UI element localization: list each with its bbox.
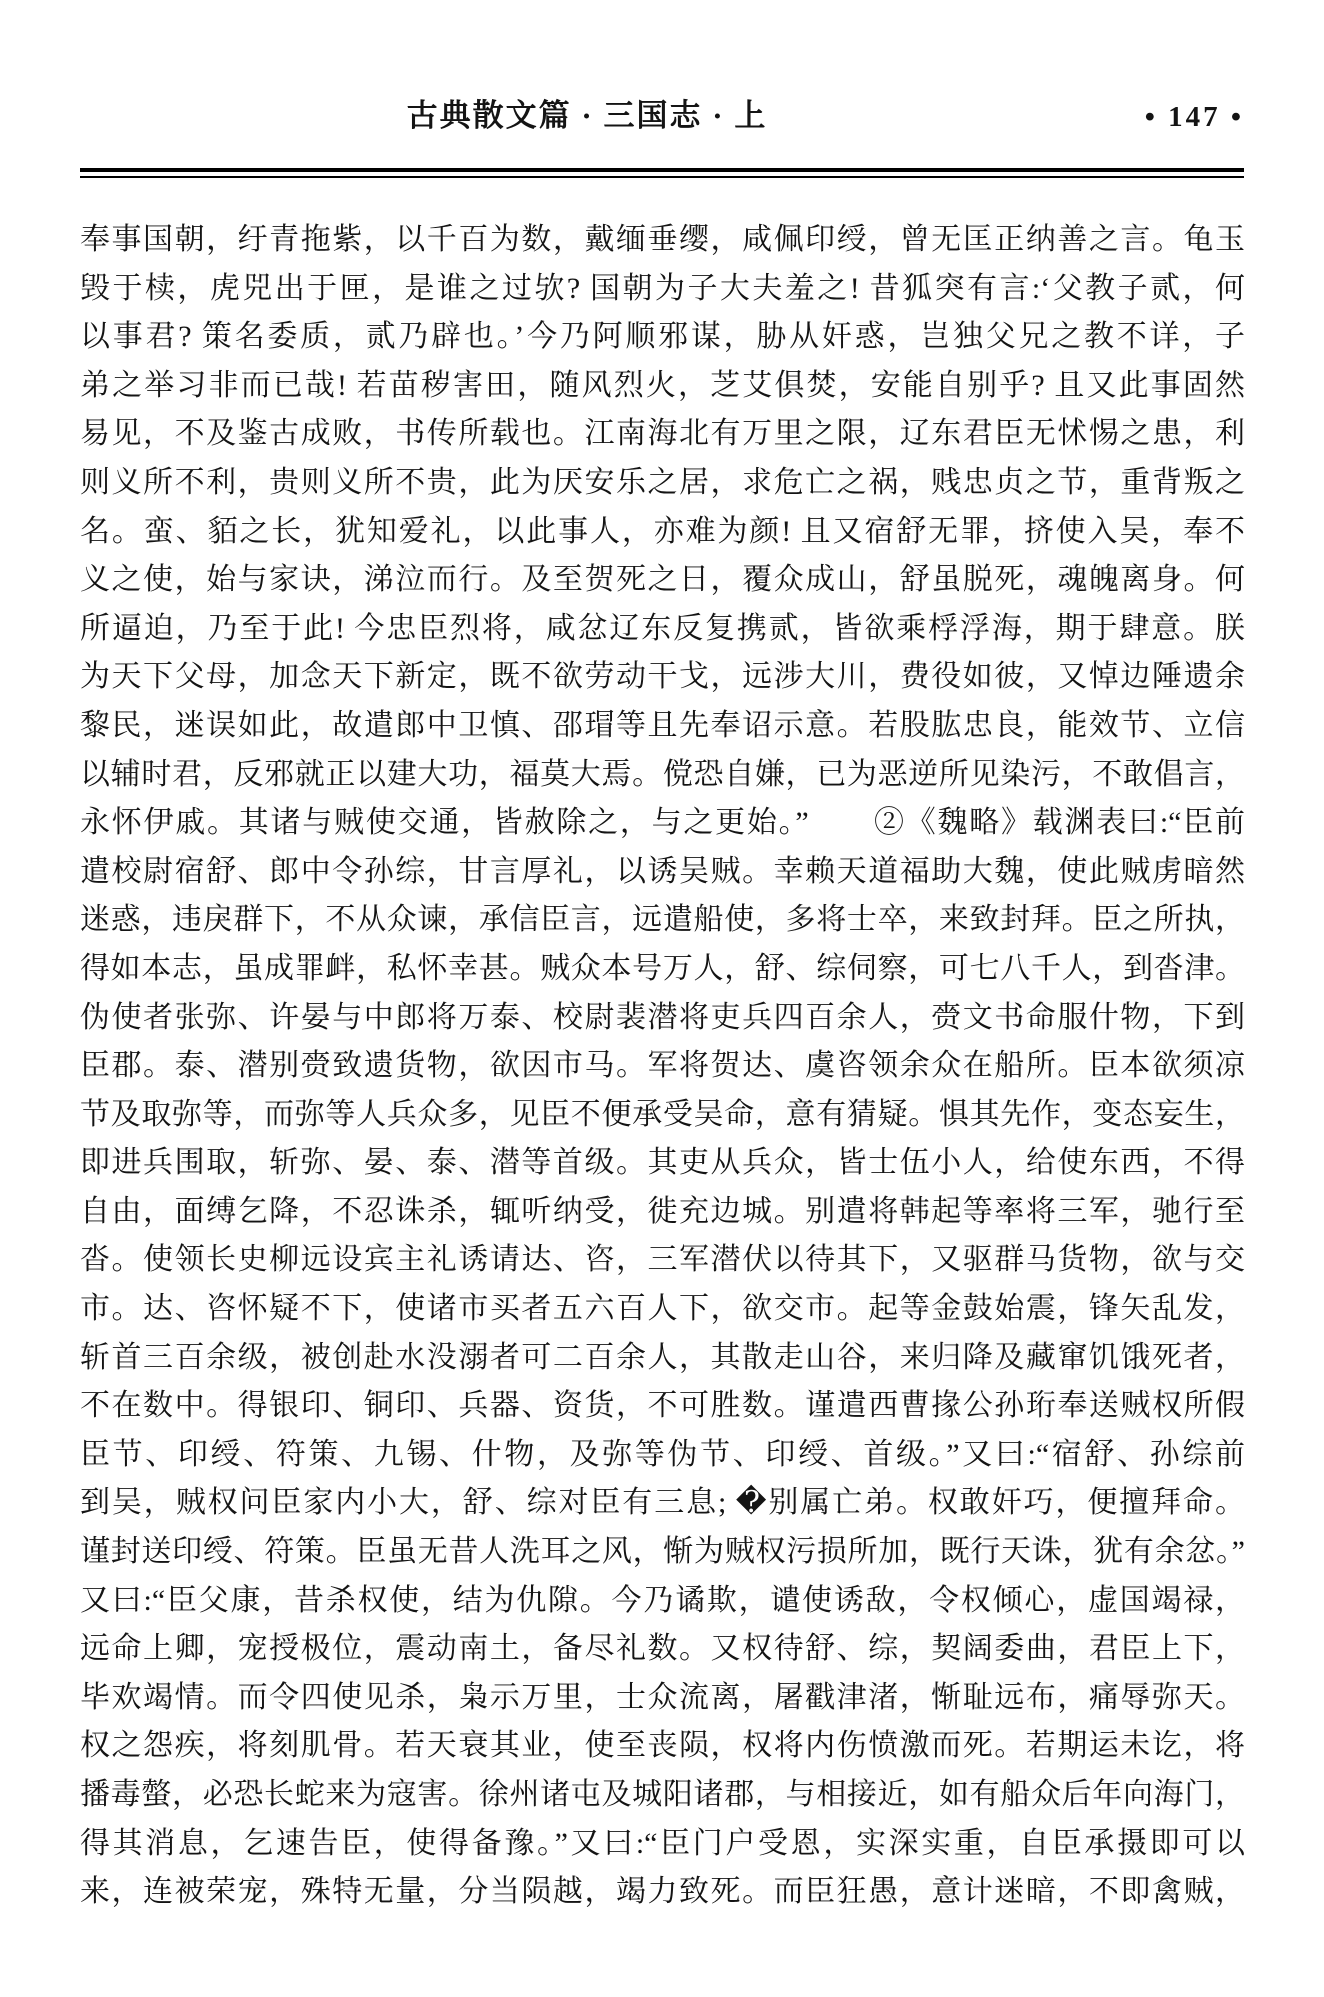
text-line: 臣郡。泰、潜别赍致遗货物，欲因市马。军将贺达、虞咨领余众在船所。臣本欲须凉 xyxy=(80,1049,1245,1083)
text-line: 黎民，迷误如此，故遣郎中卫慎、邵瑁等且先奉诏示意。若股肱忠良，能效节、立信 xyxy=(80,708,1245,742)
text-line: 弟之举习非而已哉! 若苗秽害田，随风烈火，芝艾俱焚，安能自别乎? 且又此事固然 xyxy=(80,368,1245,402)
page-header xyxy=(0,0,1324,178)
text-line: 来，连被荣宠，殊特无量，分当陨越，竭力致死。而臣狂愚，意计迷暗，不即禽贼， xyxy=(80,1875,1245,1909)
text-line: 又曰:“臣父康，昔杀权使，结为仇隙。今乃谲欺，谴使诱敌，令权倾心，虚国竭禄， xyxy=(80,1583,1245,1617)
text-line: 遣校尉宿舒、郎中令孙综，甘言厚礼，以诱吴贼。幸赖天道福助大魏，使此贼虏暗然 xyxy=(80,854,1245,888)
text-line: 市。达、咨怀疑不下，使诸市买者五六百人下，欲交市。起等金鼓始震，锋矢乱发， xyxy=(80,1292,1245,1326)
text-line: 为天下父母，加念天下新定，既不欲劳动干戈，远涉大川，费役如彼，又悼边陲遗余 xyxy=(80,660,1245,694)
text-line: 不在数中。得银印、铜印、兵器、资货，不可胜数。谨遣西曹掾公孙珩奉送贼权所假 xyxy=(80,1389,1245,1423)
text-line: 则义所不利，贵则义所不贵，此为厌安乐之居，求危亡之祸，贱忠贞之节，重背叛之 xyxy=(80,465,1245,499)
page-title: 古典散文篇 · 三国志 · 上 xyxy=(406,98,768,133)
text-line: 以事君? 策名委质，贰乃辟也。’今乃阿顺邪谋，胁从奸惑，岂独父兄之教不详，子 xyxy=(80,320,1245,354)
text-line: 毕欢竭情。而令四使见杀，枭示万里，士众流离，屠戳津渚，惭耻远布，痛辱弥天。 xyxy=(80,1680,1245,1714)
running-head xyxy=(80,90,1244,134)
text-line: 永怀伊戚。其诸与贼使交通，皆赦除之，与之更始。” ②《魏略》载渊表曰:“臣前 xyxy=(80,806,1245,840)
text-line: 沓。使领长史柳远设宾主礼诱请达、咨，三军潜伏以待其下，又驱群马货物，欲与交 xyxy=(80,1243,1245,1277)
text-line: 臣节、印绶、符策、九锡、什物，及弥等伪节、印绶、首级。”又曰:“宿舒、孙综前 xyxy=(80,1437,1245,1471)
text-line: 得如本志，虽成罪衅，私怀幸甚。贼众本号万人，舒、综伺察，可七八千人，到沓津。 xyxy=(80,951,1245,985)
text-line: 播毒螫，必恐长蛇来为寇害。徐州诸屯及城阳诸郡，与相接近，如有船众后年向海门， xyxy=(80,1778,1245,1811)
text-line: 毁于椟，虎兕出于匣，是谁之过欤? 国朝为子大夫羞之! 昔狐突有言:‘父教子贰，何 xyxy=(80,271,1245,305)
text-line: 义之使，始与家诀，涕泣而行。及至贺死之日，覆众成山，舒虽脱死，魂魄离身。何 xyxy=(80,563,1245,597)
text-line: 名。蛮、貊之长，犹知爱礼，以此事人，亦难为颜! 且又宿舒无罪，挤使入吴，奉不 xyxy=(80,514,1245,548)
text-line: 迷惑，违戾群下，不从众谏，承信臣言，远遣船使，多将士卒，来致封拜。臣之所执， xyxy=(80,903,1245,937)
text-line: 节及取弥等，而弥等人兵众多，见臣不便承受吴命，意有猜疑。惧其先作，变态妄生， xyxy=(80,1097,1245,1131)
text-line: 易见，不及鉴古成败，书传所载也。江南海北有万里之限，辽东君臣无怵惕之患，利 xyxy=(80,417,1245,451)
text-line: 以辅时君，反邪就正以建大功，福莫大焉。傥恐自嫌，已为恶逆所见染污，不敢倡言， xyxy=(80,757,1245,791)
text-line: 谨封送印绶、符策。臣虽无昔人洗耳之风，惭为贼权污损所加，既行天诛，犹有余忿。” xyxy=(80,1535,1245,1569)
text-line: 远命上卿，宠授极位，震动南土，备尽礼数。又权待舒、综，契阔委曲，君臣上下， xyxy=(80,1632,1245,1666)
text-line: 得其消息，乞速告臣，使得备豫。”又曰:“臣门户受恩，实深实重，自臣承摄即可以 xyxy=(80,1826,1245,1860)
text-line: 权之怨疾，将刻肌骨。若天衰其业，使至丧陨，权将内伤愤激而死。若期运未讫，将 xyxy=(80,1729,1245,1763)
header-rule-thin xyxy=(80,176,1244,178)
text-line: 伪使者张弥、许晏与中郎将万泰、校尉裴潜将吏兵四百余人，赍文书命服什物，下到 xyxy=(80,1000,1245,1034)
text-line: 到吴，贼权问臣家内小大，舒、综对臣有三息; �别属亡弟。权敢奸巧，便擅拜命。 xyxy=(80,1486,1245,1520)
text-line: 所逼迫，乃至于此! 今忠臣烈将，咸忿辽东反复携贰，皆欲乘桴浮海，期于肆意。朕 xyxy=(80,611,1245,645)
page-number: • 147 • xyxy=(1144,101,1244,133)
text-line: 自由，面缚乞降，不忍诛杀，辄听纳受，徙充边城。别遣将韩起等率将三军，驰行至 xyxy=(80,1194,1245,1228)
text-line: 即进兵围取，斩弥、晏、泰、潜等首级。其吏从兵众，皆士伍小人，给使东西，不得 xyxy=(80,1146,1245,1180)
text-line: 奉事国朝，纡青拖紫，以千百为数，戴缅垂缨，咸佩印绶，曾无匡正纳善之言。龟玉 xyxy=(80,223,1245,256)
text-line: 斩首三百余级，被创赴水没溺者可二百余人，其散走山谷，来归降及藏窜饥饿死者， xyxy=(80,1340,1245,1374)
header-rule xyxy=(80,168,1244,178)
document-body xyxy=(80,216,1245,1917)
header-rule-thick xyxy=(80,168,1244,172)
